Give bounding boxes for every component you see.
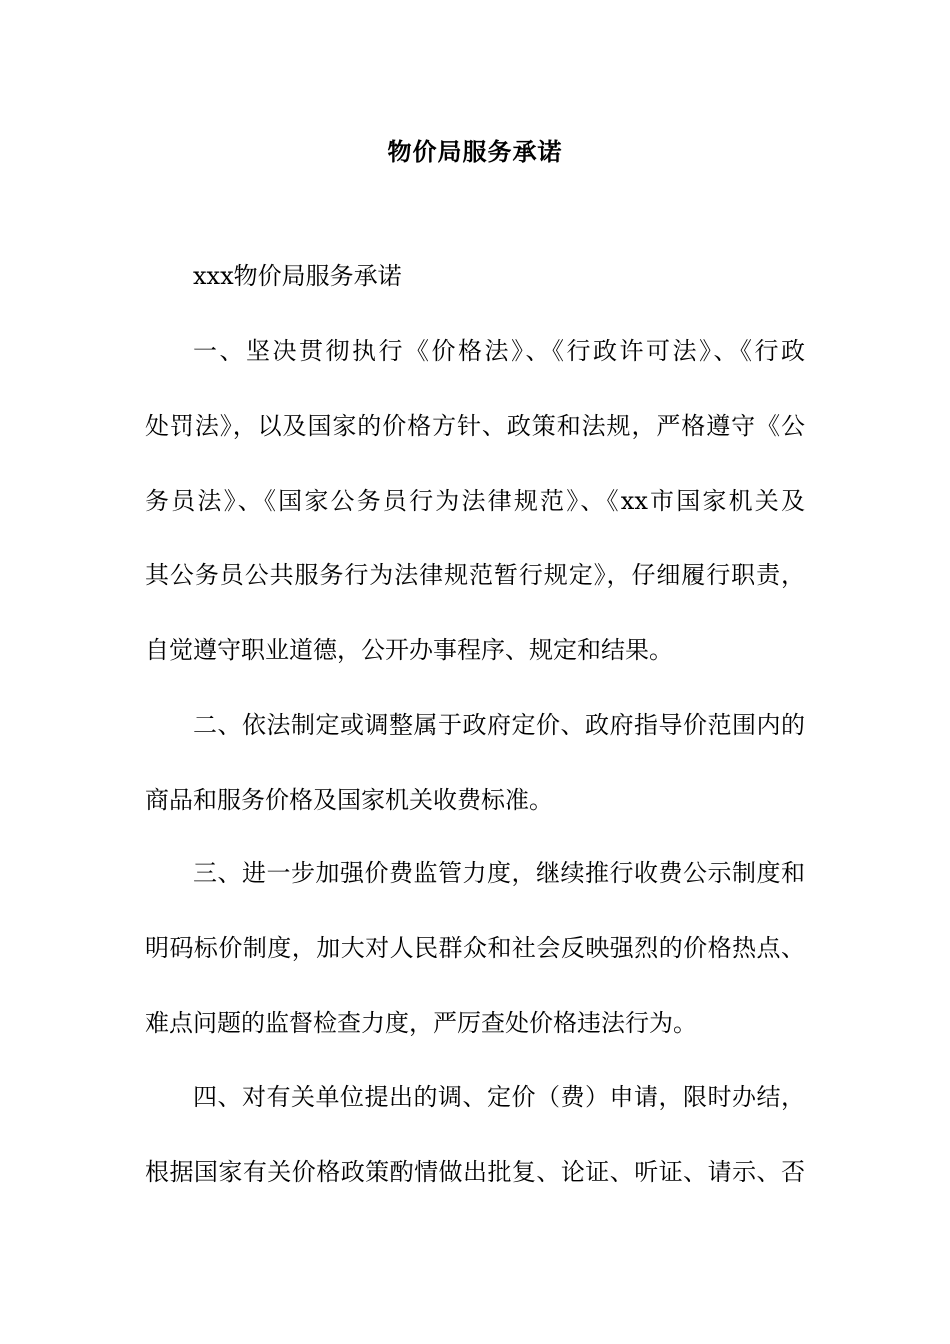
paragraph-2-line-1: 二、依法制定或调整属于政府定价、政府指导价范围内的: [193, 711, 805, 739]
subtitle-line: xxx物价局服务承诺: [193, 262, 402, 290]
paragraph-1-line-3: 务员法》、《国家公务员行为法律规范》、《xx市国家机关及: [145, 487, 805, 515]
paragraph-1-line-5: 自觉遵守职业道德，公开办事程序、规定和结果。: [145, 636, 673, 664]
paragraph-3-line-2: 明码标价制度，加大对人民群众和社会反映强烈的价格热点、: [145, 934, 805, 962]
paragraph-1-line-2: 处罚法》，以及国家的价格方针、政策和法规，严格遵守《公: [145, 412, 805, 440]
paragraph-4-line-1: 四、对有关单位提出的调、定价（费）申请，限时办结，: [193, 1083, 805, 1111]
paragraph-3-line-3: 难点问题的监督检查力度，严厉查处价格违法行为。: [145, 1009, 697, 1037]
paragraph-1-line-4: 其公务员公共服务行为法律规范暂行规定》，仔细履行职责，: [145, 561, 805, 589]
paragraph-1-line-1: 一、坚决贯彻执行《价格法》、《行政许可法》、《行政: [193, 337, 805, 365]
paragraph-3-line-1: 三、进一步加强价费监管力度，继续推行收费公示制度和: [193, 859, 805, 887]
paragraph-2-line-2: 商品和服务价格及国家机关收费标准。: [145, 786, 553, 814]
paragraph-4-line-2: 根据国家有关价格政策酌情做出批复、论证、听证、请示、否: [145, 1158, 805, 1186]
document-title: 物价局服务承诺: [387, 137, 563, 166]
